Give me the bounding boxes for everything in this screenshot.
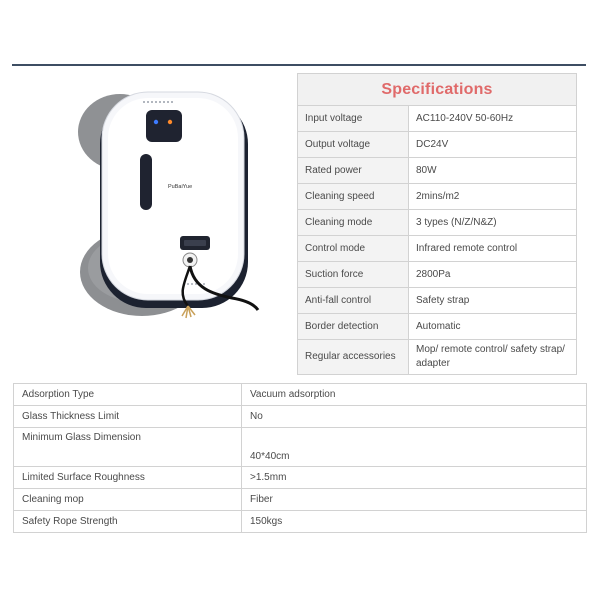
attribute-value: Vacuum adsorption [242,384,587,406]
attribute-row [14,428,587,467]
spec-value: Automatic [409,314,577,340]
spec-row [298,132,577,158]
attribute-value: >1.5mm [242,467,587,489]
spec-label: Output voltage [298,132,409,158]
attribute-value: 150kgs [242,511,587,533]
window-cleaning-robot-image [72,88,272,320]
attribute-label: Safety Rope Strength [14,511,242,533]
spec-value: 3 types (N/Z/N&Z) [409,210,577,236]
spec-value: 2mins/m2 [409,184,577,210]
spec-label: Suction force [298,262,409,288]
spec-value: DC24V [409,132,577,158]
handle-slot [140,154,152,210]
spec-row [298,288,577,314]
spec-value: 2800Pa [409,262,577,288]
spec-value: AC110-240V 50-60Hz [409,106,577,132]
attribute-row [14,406,587,428]
attribute-row [14,489,587,511]
brand-logo: PuBaiYue [168,184,193,190]
spec-row [298,236,577,262]
attribute-row [14,467,587,489]
attribute-row [14,384,587,406]
spec-value: 80W [409,158,577,184]
spec-label: Anti-fall control [298,288,409,314]
spec-label: Regular accessories [298,340,409,375]
attribute-label: Limited Surface Roughness [14,467,242,489]
attribute-value: Fiber [242,489,587,511]
spec-label: Control mode [298,236,409,262]
spec-row [298,184,577,210]
spec-label: Input voltage [298,106,409,132]
spec-row [298,210,577,236]
spec-label: Cleaning mode [298,210,409,236]
spec-row [298,314,577,340]
spec-value: Infrared remote control [409,236,577,262]
attribute-label: Minimum Glass Dimension [14,428,242,467]
specifications-title: Specifications [298,74,577,106]
spec-row [298,158,577,184]
top-divider [12,64,586,66]
attribute-value: 40*40cm [242,428,587,467]
spec-value: Safety strap [409,288,577,314]
attribute-label: Glass Thickness Limit [14,406,242,428]
attribute-label: Adsorption Type [14,384,242,406]
spec-row [298,106,577,132]
attribute-label: Cleaning mop [14,489,242,511]
attribute-value: No [242,406,587,428]
spec-label: Rated power [298,158,409,184]
attributes-table [13,383,587,533]
robot-illustration [72,88,272,320]
spec-label: Border detection [298,314,409,340]
spec-label: Cleaning speed [298,184,409,210]
attribute-row [14,511,587,533]
spec-row [298,262,577,288]
indicator-panel [146,110,182,142]
spec-row [298,340,577,375]
specifications-table [297,73,577,375]
spec-value: Mop/ remote control/ safety strap/ adapter [409,340,577,375]
